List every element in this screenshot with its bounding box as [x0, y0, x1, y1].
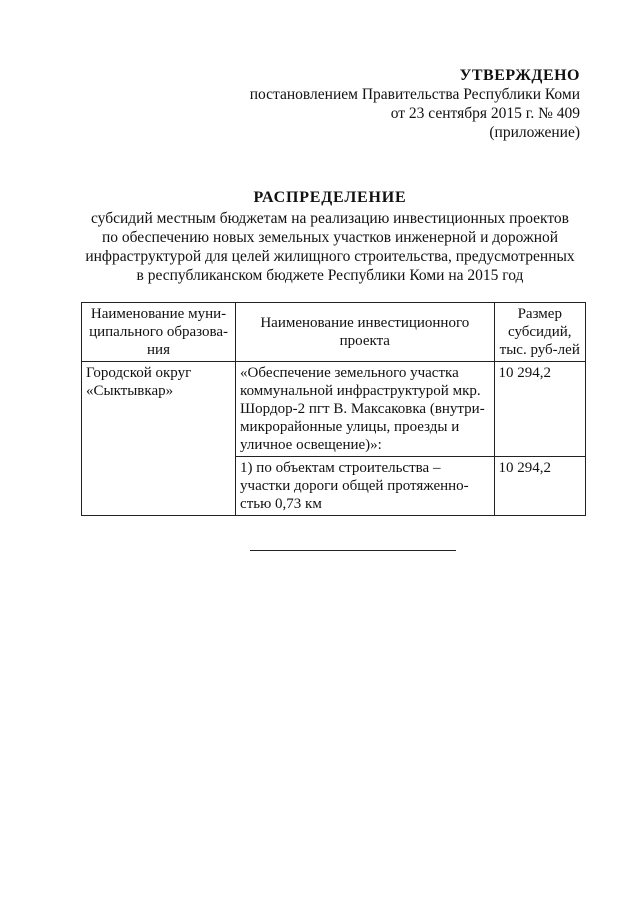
- document-heading: [60, 188, 600, 285]
- cell-project: «Обеспечение земельного участка коммунальной инфраструктурой мкр. Шордор-2 пгт В. Максаковка (внутри-микрорайонные улицы, проезды и уличное освещение)»:: [236, 362, 494, 457]
- cell-project: 1) по объектам строительства – участки дороги общей протяженно-стью 0,73 км: [236, 457, 494, 516]
- header-amount: Размер субсидий, тыс. руб-лей: [494, 303, 585, 362]
- document-title: РАСПРЕДЕЛЕНИЕ: [253, 189, 407, 206]
- approval-line-3: (приложение): [489, 124, 580, 141]
- approval-block: [250, 66, 580, 142]
- approval-line-2: от 23 сентября 2015 г. № 409: [390, 105, 580, 122]
- subtitle-line-3: инфраструктурой для целей жилищного строительства, предусмотренных: [85, 248, 575, 265]
- subtitle-line-4: в республиканском бюджете Республики Коми на 2015 год: [136, 267, 524, 284]
- approval-line-1: постановлением Правительства Республики Коми: [249, 86, 580, 103]
- cell-municipality: Городской округ «Сыктывкар»: [82, 362, 236, 516]
- closing-rule: [250, 550, 456, 551]
- subtitle-line-2: по обеспечению новых земельных участков инженерной и дорожной: [101, 229, 559, 246]
- cell-amount: 10 294,2: [494, 362, 585, 457]
- header-project: Наименование инвестиционного проекта: [236, 303, 494, 362]
- subtitle-line-1: субсидий местным бюджетам на реализацию инвестиционных проектов: [90, 210, 570, 227]
- subsidy-table: [81, 302, 586, 516]
- cell-amount: 10 294,2: [494, 457, 585, 516]
- table-row: [82, 362, 586, 457]
- approval-title: УТВЕРЖДЕНО: [459, 67, 580, 84]
- header-municipality: Наименование муни-ципального образова-ния: [82, 303, 236, 362]
- table-header-row: [82, 303, 586, 362]
